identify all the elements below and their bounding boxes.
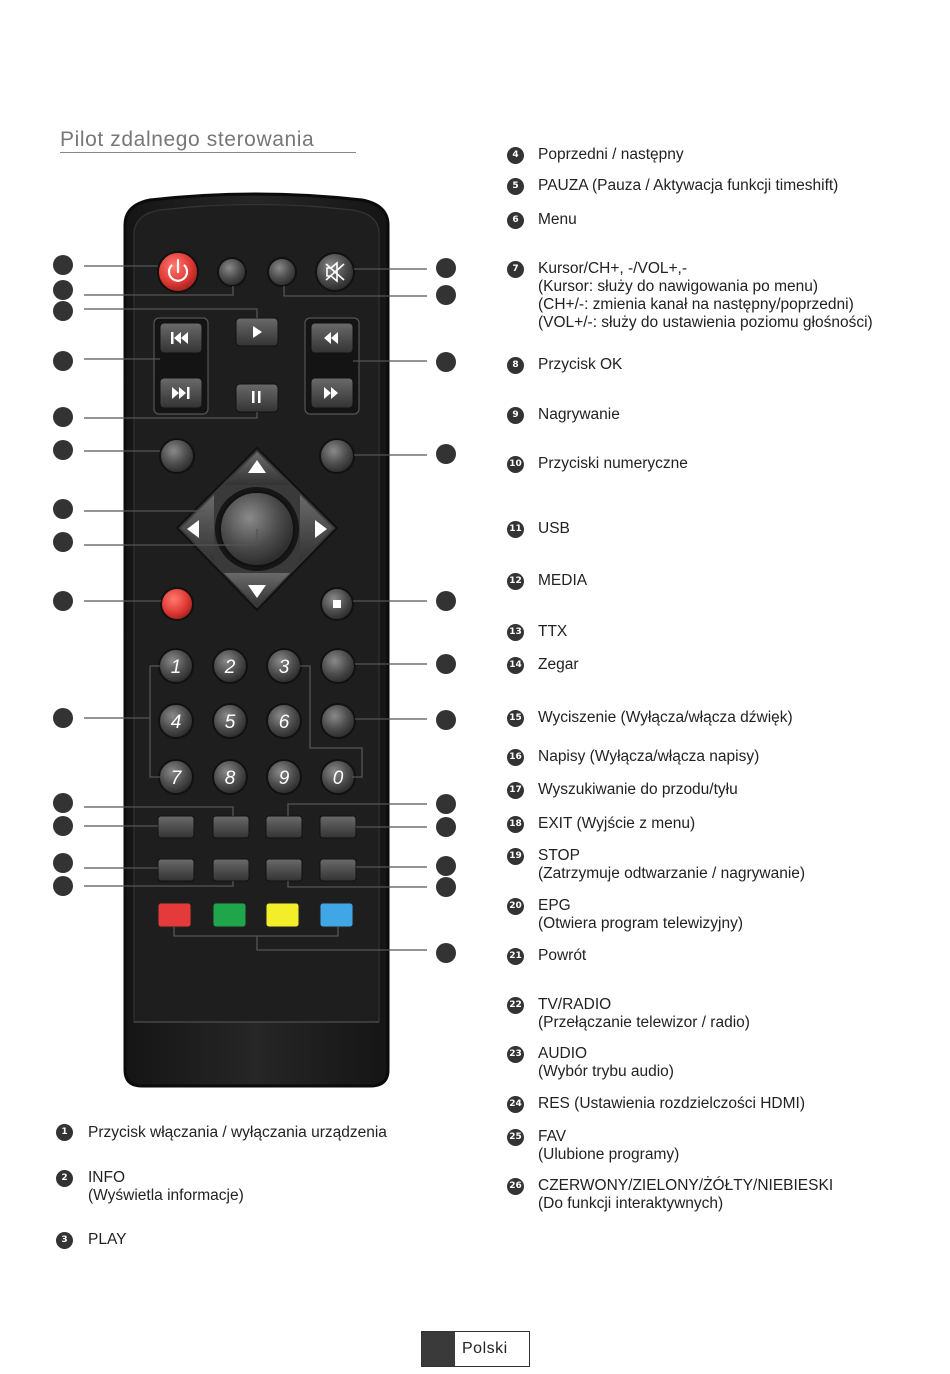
page-title: Pilot zdalnego sterowania (60, 128, 315, 151)
record-button (161, 588, 193, 620)
badge-2: 2 (56, 1170, 73, 1187)
legend-subtext: (Wyświetla informacje) (88, 1187, 244, 1204)
legend-text: INFO (88, 1169, 126, 1186)
legend-text: PLAY (88, 1231, 127, 1248)
legend-text: Zegar (538, 656, 579, 673)
badge-11: 11 (507, 521, 524, 538)
tv-radio-button (158, 859, 194, 881)
badge-18: 18 (507, 816, 524, 833)
legend-text: Napisy (Wyłącza/włącza napisy) (538, 748, 760, 765)
numeric-key-label: 4 (170, 712, 182, 733)
legend-text: RES (Ustawienia rozdzielczości HDMI) (538, 1095, 806, 1112)
language-label: Polski (462, 1340, 508, 1357)
legend-text: Nagrywanie (538, 406, 620, 423)
legend-text: CZERWONY/ZIELONY/ŻÓŁTY/NIEBIESKI (538, 1177, 834, 1194)
usb-button (321, 649, 355, 683)
exit-button (320, 439, 354, 473)
res-button (266, 859, 302, 881)
blue-button (320, 903, 353, 927)
legend-text: TTX (538, 623, 568, 640)
badge-20: 20 (507, 898, 524, 915)
info-button (218, 258, 246, 286)
legend-text: Powrót (538, 947, 587, 964)
legend-text: EXIT (Wyjście z menu) (538, 815, 696, 832)
badge-19: 19 (507, 848, 524, 865)
badge-17: 17 (507, 782, 524, 799)
badge-13: 13 (507, 624, 524, 641)
badge-15: 15 (507, 710, 524, 727)
legend-subtext: (Kursor: służy do nawigowania po menu) (538, 278, 818, 295)
legend-text: USB (538, 520, 570, 537)
epg-button (266, 816, 302, 838)
badge-23: 23 (507, 1046, 524, 1063)
legend-subtext: (CH+/-: zmienia kanał na następny/poprzedni) (538, 296, 854, 313)
red-button (158, 903, 191, 927)
badge-12: 12 (507, 573, 524, 590)
legend-subtext: (Zatrzymuje odtwarzanie / nagrywanie) (538, 865, 806, 882)
legend-text: Przycisk OK (538, 356, 623, 373)
badge-21: 21 (507, 948, 524, 965)
numeric-key-label: 8 (224, 768, 236, 789)
audio-button (213, 859, 249, 881)
badge-8: 8 (507, 357, 524, 374)
legend-text: Poprzedni / następny (538, 146, 684, 163)
legend-text: Przyciski numeryczne (538, 455, 688, 472)
back-button (320, 816, 356, 838)
clock-button (213, 816, 249, 838)
ttx-button (158, 816, 194, 838)
subtitle-button (268, 258, 296, 286)
numeric-key-label: 0 (332, 768, 344, 789)
badge-5: 5 (507, 178, 524, 195)
badge-4: 4 (507, 147, 524, 164)
numeric-key-label: 3 (278, 657, 290, 678)
legend-subtext: (Do funkcji interaktywnych) (538, 1195, 724, 1212)
numeric-key-label: 2 (224, 657, 236, 678)
badge-24: 24 (507, 1096, 524, 1113)
badge-3: 3 (56, 1232, 73, 1249)
legend-subtext: (VOL+/-: służy do ustawienia poziomu głośności) (538, 314, 873, 331)
legend-text: PAUZA (Pauza / Aktywacja funkcji timeshift) (538, 177, 839, 194)
language-tab (421, 1331, 530, 1367)
badge-14: 14 (507, 657, 524, 674)
legend-text: EPG (538, 897, 571, 914)
menu-button (160, 439, 194, 473)
badge-25: 25 (507, 1129, 524, 1146)
numeric-key-label: 7 (170, 768, 182, 789)
legend-text: Menu (538, 211, 577, 228)
stop-icon (333, 600, 341, 608)
pause-button (236, 384, 278, 412)
legend-subtext: (Wybór trybu audio) (538, 1063, 674, 1080)
legend-text: STOP (538, 847, 580, 864)
badge-22: 22 (507, 997, 524, 1014)
numeric-key-label: 9 (278, 768, 290, 789)
badge-9: 9 (507, 407, 524, 424)
fav-button (320, 859, 356, 881)
media-button (321, 704, 355, 738)
legend-text: Wyciszenie (Wyłącza/włącza dźwięk) (538, 709, 793, 726)
green-button (213, 903, 246, 927)
numeric-key-label: 5 (224, 712, 236, 733)
legend-text: Przycisk włączania / wyłączania urządzenia (88, 1124, 387, 1141)
yellow-button (266, 903, 299, 927)
legend-subtext: (Ulubione programy) (538, 1146, 680, 1163)
legend-subtext: (Otwiera program telewizyjny) (538, 915, 743, 932)
legend-text: Wyszukiwanie do przodu/tyłu (538, 781, 738, 798)
badge-1: 1 (56, 1124, 73, 1141)
legend-text: Kursor/CH+, -/VOL+,- (538, 260, 688, 277)
numeric-key-label: 6 (278, 712, 290, 733)
badge-10: 10 (507, 456, 524, 473)
legend-text: FAV (538, 1128, 567, 1145)
badge-26: 26 (507, 1178, 524, 1195)
language-tab-block (422, 1332, 455, 1366)
legend-text: AUDIO (538, 1045, 588, 1062)
numeric-key-label: 1 (170, 657, 182, 678)
legend-text: TV/RADIO (538, 996, 612, 1013)
badge-16: 16 (507, 749, 524, 766)
legend-text: MEDIA (538, 572, 588, 589)
badge-6: 6 (507, 212, 524, 229)
badge-7: 7 (507, 261, 524, 278)
legend-subtext: (Przełączanie telewizor / radio) (538, 1014, 750, 1031)
